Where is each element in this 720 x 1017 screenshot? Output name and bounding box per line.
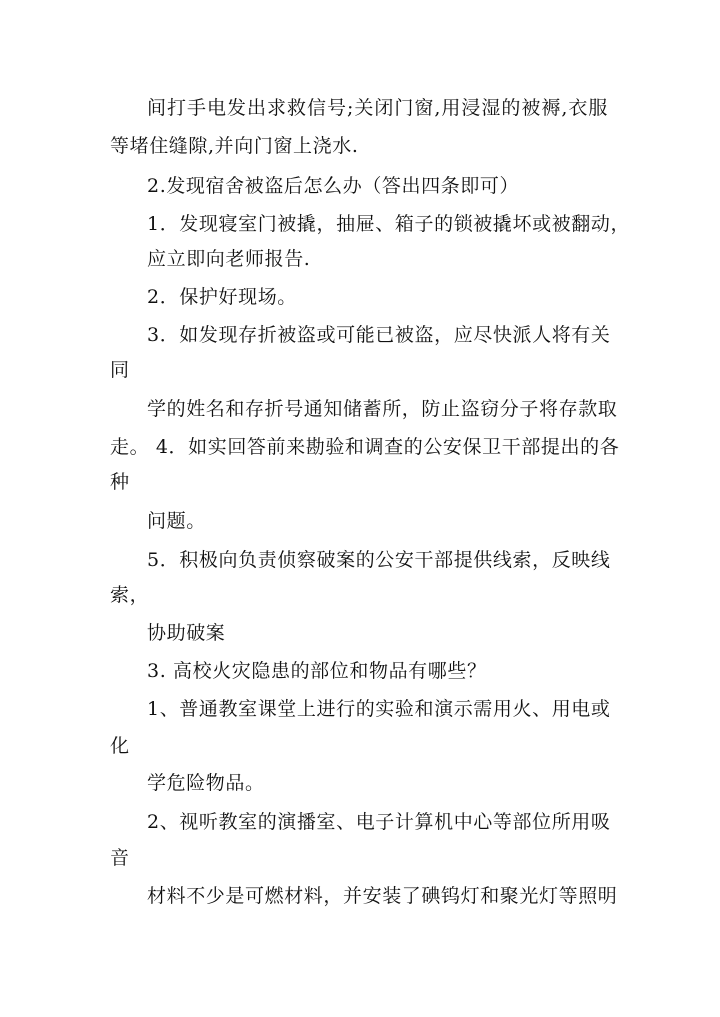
text-line-15: 协助破案 <box>147 622 226 644</box>
text-line-22: 材料不少是可燃材料，并安装了碘钨灯和聚光灯等照明 <box>147 885 618 907</box>
text-line-13: 5．积极向负责侦察破案的公安干部提供线索，反映线 <box>147 549 611 571</box>
text-line-19: 学危险物品。 <box>147 772 265 794</box>
text-line-7: 3．如发现存折被盗或可能已被盗，应尽快派人将有关 <box>147 324 611 346</box>
text-line-1: 间打手电发出求救信号;关闭门窗,用浸湿的被褥,衣服 <box>147 97 608 119</box>
text-line-12: 问题。 <box>147 510 206 532</box>
text-line-8: 同 <box>110 359 130 381</box>
text-line-17: 1、普通教室课堂上进行的实验和演示需用火、用电或 <box>147 698 611 720</box>
text-line-2: 等堵住缝隙,并向门窗上浇水. <box>110 135 359 157</box>
text-line-16: 3. 高校火灾隐患的部位和物品有哪些？ <box>147 660 487 682</box>
text-line-20: 2、视听教室的演播室、电子计算机中心等部位所用吸 <box>147 811 611 833</box>
text-line-4: 1．发现寝室门被撬，抽屉、箱子的锁被撬坏或被翻动， <box>147 213 631 235</box>
text-line-10: 走。 4．如实回答前来勘验和调查的公安保卫干部提出的各 <box>110 436 620 458</box>
text-line-21: 音 <box>110 847 130 869</box>
text-line-3: 2.发现宿舍被盗后怎么办（答出四条即可） <box>147 175 520 197</box>
text-line-18: 化 <box>110 735 130 757</box>
text-line-11: 种 <box>110 471 130 493</box>
text-line-5: 应立即向老师报告. <box>147 248 311 270</box>
text-line-9: 学的姓名和存折号通知储蓄所，防止盗窃分子将存款取 <box>147 398 618 420</box>
text-line-6: 2．保护好现场。 <box>147 286 297 308</box>
text-line-14: 索， <box>110 584 150 606</box>
